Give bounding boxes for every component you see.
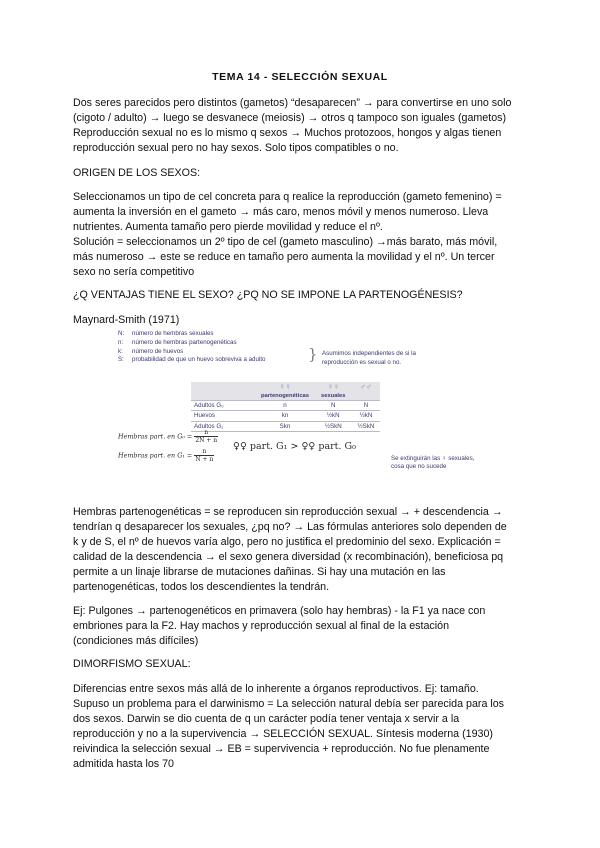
text-line: más numeroso → este se reduce en tamaño pero aumenta la movilidad y el nº. Un tercer: [73, 251, 495, 263]
male-symbol-icon: ♂♂: [359, 382, 372, 392]
assumption-note: [322, 350, 416, 367]
table-cell: Skn: [279, 422, 291, 430]
curly-brace-icon: }: [308, 345, 318, 363]
legend-symbol: S:: [118, 356, 124, 364]
legend-text: probabilidad de que un huevo sobreviva a adulto: [132, 356, 266, 364]
denominator: N + n: [195, 456, 214, 463]
table-cell: ½kN: [326, 412, 340, 420]
text-line: (cigoto / adulto) → luego se desvanece (meiosis) → otros q tampoco son iguales (gametos): [73, 112, 507, 124]
female-symbol-icon: ♀♀: [327, 382, 340, 392]
table-cell: N: [331, 401, 336, 409]
heading-ventajas: ¿Q VENTAJAS TIENE EL SEXO? ¿PQ NO SE IMPONE LA PARTENOGÉNESIS?: [73, 289, 463, 301]
inequality: ♀♀ part. G₁ > ♀♀ part. G₀: [233, 441, 356, 452]
numerator: n: [194, 448, 214, 456]
text-line: Dos seres parecidos pero distintos (gametos) “desaparecen” → para convertirse en uno solo: [73, 97, 512, 109]
legend-text: número de hembras partenogenéticas: [132, 338, 237, 346]
legend-text: número de huevos: [132, 347, 184, 355]
legend-text: número de hembras sexuales: [132, 330, 214, 337]
text-line: partenogenéticas, todos los descendientes la tendrán.: [73, 581, 330, 593]
fraction: [194, 429, 218, 444]
table-cell: N: [363, 401, 369, 409]
column-header: [352, 391, 381, 400]
text-line: Seleccionamos un tipo de cel concreta para q realice la reproducción (gameto femenino) =: [73, 191, 502, 203]
row-label: Huevos: [194, 412, 215, 420]
text-line: dos sexos. Darwin se dio cuenta de q un carácter podía tener ventaja x servir a la: [73, 713, 460, 725]
text-line: permite a un linaje librarse de mutaciones dañinas. Si hay una mutación en las: [73, 566, 446, 578]
legend-row: [118, 330, 265, 339]
note-line: cosa que no sucede: [391, 463, 447, 470]
denominator: 2N + n: [195, 437, 218, 444]
legend-symbol: k:: [118, 347, 123, 355]
table-header-row: [191, 382, 380, 391]
text-line: calidad de la descendencia → el sexo genera diversidad (x recombinación), beneficiosa pq: [73, 551, 504, 563]
text-line: sexo no sería competitivo: [73, 266, 195, 278]
formula-g1: [118, 448, 214, 463]
fraction: [194, 448, 214, 463]
note-line: Asumimos independientes de si la: [322, 350, 416, 357]
maynard-smith-figure: [118, 330, 475, 490]
paragraph-intro: [73, 96, 531, 156]
column-header: sexuales: [321, 392, 346, 399]
table-corner: [191, 382, 255, 400]
note-line: Se extinguirán las ♀ sexuales,: [391, 455, 475, 462]
heading-dimorfismo: DIMORFISMO SEXUAL:: [73, 658, 191, 670]
text-line: aumenta la inversión en el gameto → más caro, menos móvil y menos numeroso. Lleva: [73, 206, 489, 218]
text-line: nutrientes. Aumenta tamaño pero pierde movilidad y reduce el nº.: [73, 221, 383, 233]
text-line: Supuso un problema para el darwinismo = La selección natural debía ser parecida para los: [73, 698, 505, 710]
text-line: reproducción sexual pero no hay sexos. Solo tipos compatibles o no.: [73, 142, 399, 154]
legend-symbol: N:: [118, 330, 125, 337]
paragraph-partenogeneticas: [73, 505, 531, 595]
text-line: k y de S, el nº de huevos varía algo, pero no justifica el predominio del sexo. Explicación =: [73, 536, 501, 548]
row-label: Adultos G₀: [194, 401, 224, 409]
text-line: admitida hasta los 70: [73, 758, 174, 770]
text-line: tendrían q desaparecer los sexuales, ¿pq no? → Las fórmulas anteriores solo dependen de: [73, 521, 507, 533]
extinction-note: [391, 455, 474, 471]
text-line: reproducción y no a la supervivencia → SELECCIÓN SEXUAL. Síntesis moderna (1930): [73, 728, 493, 740]
formula-label: Hembras part. en G₁ =: [118, 451, 193, 460]
heading-origen: ORIGEN DE LOS SEXOS:: [73, 167, 201, 179]
text-line: Diferencias entre sexos más allá de lo inherente a órganos reproductivos. Ej: tamaño.: [73, 683, 479, 695]
row-label: Adultos G₁: [194, 422, 224, 430]
reproduction-table: [191, 382, 380, 432]
figure-legend: [118, 330, 265, 365]
text-line: Reproducción sexual no es lo mismo q sexos → Muchos protozoos, hongos y algas tienen: [73, 127, 502, 139]
legend-row: [118, 339, 265, 348]
text-line: Hembras partenogenéticas = se reproducen sin reproducción sexual → + descendencia →: [73, 506, 503, 518]
paragraph-dimorfismo: [73, 682, 531, 772]
table-cell: ½SkN: [324, 422, 342, 430]
table-cell: kn: [281, 412, 289, 420]
text-line: embriones para la F2. Hay machos y reproducción sexual al final de la estación: [73, 620, 450, 632]
note-line: reproducción es sexual o no.: [322, 358, 402, 366]
text-line: Ej: Pulgones → partenogenéticos en primavera (solo hay hembras) - la F1 ya nace con: [73, 605, 486, 617]
table-cell: ½kN: [359, 412, 373, 420]
table-row: [191, 400, 380, 410]
column-header: partenogenéticas: [261, 392, 309, 399]
legend-symbol: n:: [118, 338, 124, 346]
heading-maynard-smith: Maynard-Smith (1971): [73, 314, 180, 326]
table-row: [191, 421, 380, 431]
table-cell: ½SkN: [357, 422, 375, 430]
text-line: Solución = seleccionamos un 2º tipo de cel (gameto masculino) →más barato, más móvil,: [73, 236, 498, 248]
paragraph-origen: [73, 190, 531, 280]
legend-row: [118, 348, 265, 357]
table-row: [191, 411, 380, 421]
formula-label: Hembras part. en G₀ =: [118, 432, 193, 441]
text-line: (condiciones más difíciles): [73, 635, 199, 647]
paragraph-pulgones: [73, 604, 531, 649]
female-symbol-icon: ♀♀: [279, 382, 291, 392]
legend-row: [118, 356, 265, 365]
numerator: n: [194, 429, 218, 437]
formula-g0: [118, 429, 218, 444]
table-cell: n: [283, 401, 287, 409]
text-line: reivindica la selección sexual → EB = supervivencia + reproducción. No fue plenamente: [73, 743, 490, 755]
document-title: TEMA 14 - SELECCIÓN SEXUAL: [212, 71, 388, 83]
